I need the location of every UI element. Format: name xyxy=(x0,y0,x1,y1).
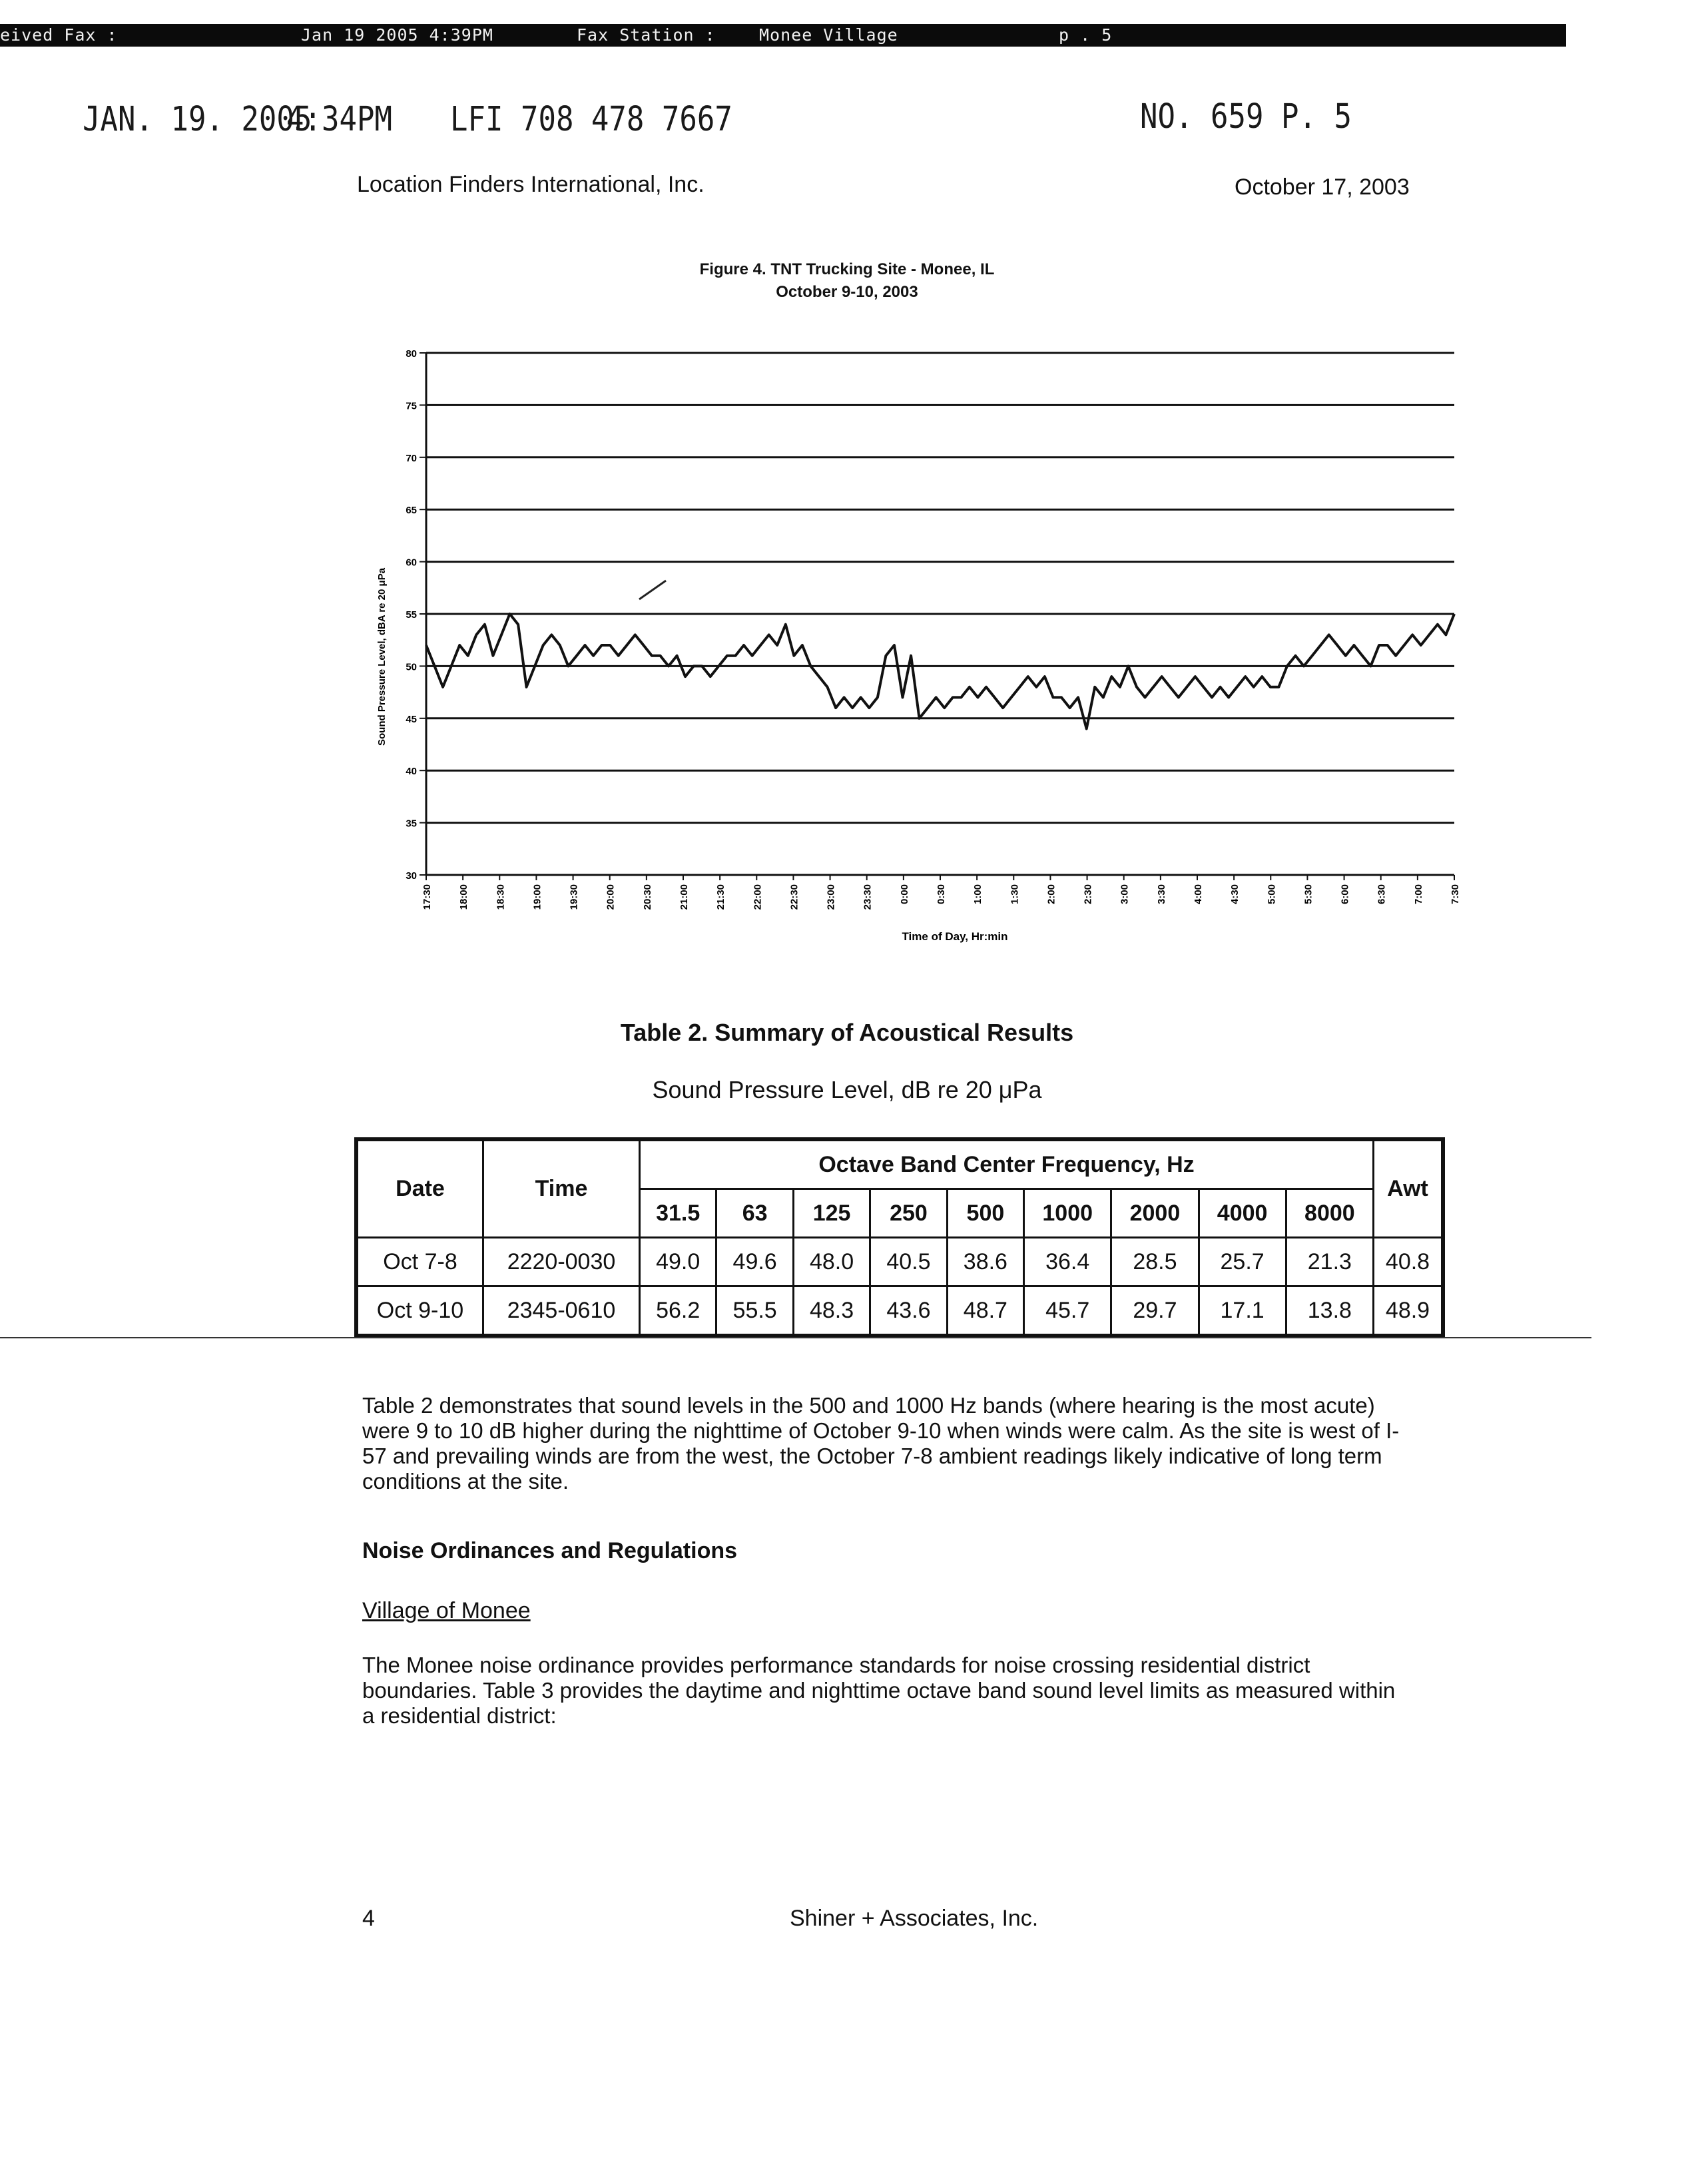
table-cell: 55.5 xyxy=(716,1286,793,1336)
band-header-4: 500 xyxy=(947,1189,1023,1238)
table-cell: 40.5 xyxy=(870,1238,947,1286)
series-line xyxy=(426,614,1454,729)
x-tick-label: 7:30 xyxy=(1450,884,1461,905)
x-tick-label: 6:30 xyxy=(1376,884,1388,905)
fax-received-label: eived Fax : xyxy=(0,25,118,45)
y-tick-label: 65 xyxy=(406,505,417,517)
table-cell: 2220-0030 xyxy=(483,1238,640,1286)
x-tick-label: 19:30 xyxy=(568,884,580,910)
band-header-2: 125 xyxy=(793,1189,870,1238)
fax-datetime: Jan 19 2005 4:39PM xyxy=(301,25,493,45)
company-name: Location Finders International, Inc. xyxy=(357,172,705,197)
band-header-1: 63 xyxy=(716,1189,793,1238)
pen-mark xyxy=(639,581,666,599)
table-cell: 29.7 xyxy=(1111,1286,1199,1336)
fax-page: p . 5 xyxy=(1059,25,1113,45)
x-tick-label: 4:00 xyxy=(1193,884,1204,905)
page-number: 4 xyxy=(362,1906,375,1931)
y-tick-label: 50 xyxy=(406,661,417,673)
header-octave-band: Octave Band Center Frequency, Hz xyxy=(640,1139,1374,1189)
sender-id: LFI 708 478 7667 xyxy=(450,100,732,139)
sound-level-chart xyxy=(0,0,1694,972)
x-tick-label: 19:00 xyxy=(531,884,543,910)
table-cell: 13.8 xyxy=(1286,1286,1373,1336)
figure-title-line1: Figure 4. TNT Trucking Site - Monee, IL xyxy=(699,260,995,278)
y-tick-label: 75 xyxy=(406,400,417,412)
table-cell: 2345-0610 xyxy=(483,1286,640,1336)
sender-date: JAN. 19. 2005 xyxy=(83,100,312,139)
results-table xyxy=(354,1137,1445,1338)
x-tick-label: 23:00 xyxy=(825,884,837,910)
table-cell: 49.6 xyxy=(716,1238,793,1286)
table-cell: 36.4 xyxy=(1024,1238,1111,1286)
x-tick-label: 5:30 xyxy=(1302,884,1314,905)
table-row xyxy=(356,1286,1443,1336)
x-tick-label: 22:30 xyxy=(788,884,800,910)
y-tick-label: 55 xyxy=(406,609,417,621)
table-row xyxy=(356,1238,1443,1286)
fax-station-label: Fax Station : xyxy=(577,25,716,45)
footer-firm: Shiner + Associates, Inc. xyxy=(790,1906,1039,1931)
header-date: Date xyxy=(356,1139,483,1238)
x-tick-label: 4:30 xyxy=(1229,884,1241,905)
page-rule xyxy=(0,1337,1591,1338)
x-tick-label: 22:00 xyxy=(752,884,764,910)
x-tick-label: 17:30 xyxy=(422,884,433,910)
figure-title-line2: October 9-10, 2003 xyxy=(776,283,918,301)
table-cell: 56.2 xyxy=(640,1286,716,1336)
x-tick-label: 0:30 xyxy=(936,884,947,905)
table-cell: 48.3 xyxy=(793,1286,870,1336)
table-cell: 43.6 xyxy=(870,1286,947,1336)
table-cell: 48.0 xyxy=(793,1238,870,1286)
x-tick-label: 6:00 xyxy=(1339,884,1351,905)
table-cell: 25.7 xyxy=(1199,1238,1286,1286)
fax-station: Monee Village xyxy=(759,25,898,45)
y-tick-label: 45 xyxy=(406,713,417,725)
table-cell: 38.6 xyxy=(947,1238,1023,1286)
x-tick-label: 21:30 xyxy=(715,884,727,910)
x-tick-label: 7:00 xyxy=(1412,884,1424,905)
band-header-7: 4000 xyxy=(1199,1189,1286,1238)
y-tick-labels xyxy=(406,348,417,882)
table-cell: 21.3 xyxy=(1286,1238,1373,1286)
x-tick-label: 2:30 xyxy=(1082,884,1094,905)
x-tick-label: 1:00 xyxy=(972,884,984,905)
x-axis-label: Time of Day, Hr:min xyxy=(902,930,1008,943)
band-header-8: 8000 xyxy=(1286,1189,1373,1238)
band-header-6: 2000 xyxy=(1111,1189,1199,1238)
table-title: Table 2. Summary of Acoustical Results xyxy=(620,1019,1074,1046)
band-header-3: 250 xyxy=(870,1189,947,1238)
table-cell: Oct 9-10 xyxy=(356,1286,483,1336)
x-tick-label: 18:30 xyxy=(495,884,507,910)
y-tick-label: 70 xyxy=(406,452,417,464)
x-tick-label: 21:00 xyxy=(679,884,690,910)
header-awt: Awt xyxy=(1374,1139,1444,1238)
x-tick-label: 0:00 xyxy=(898,884,910,905)
table-cell: 17.1 xyxy=(1199,1286,1286,1336)
header-time: Time xyxy=(483,1139,640,1238)
band-header-0: 31.5 xyxy=(640,1189,716,1238)
paragraph-results: Table 2 demonstrates that sound levels in the 500 and 1000 Hz bands (where hearing is the most acute) were 9 to 10 dB higher during the nighttime of October 9-10 when winds were calm. As the site is west of I-57 and prevailing winds are from the west, the October 7-8 ambient readings likely indicative of long term conditions at the site. xyxy=(362,1393,1400,1494)
document-date: October 17, 2003 xyxy=(1235,174,1410,200)
x-tick-label: 18:00 xyxy=(458,884,470,910)
x-tick-label: 3:00 xyxy=(1119,884,1131,905)
section-heading: Noise Ordinances and Regulations xyxy=(362,1538,738,1563)
sender-time: 4:34PM xyxy=(286,100,392,139)
x-tick-label: 20:30 xyxy=(641,884,653,910)
table-cell: 48.7 xyxy=(947,1286,1023,1336)
chart-grid xyxy=(420,353,1454,875)
y-tick-label: 35 xyxy=(406,818,417,830)
x-tick-label: 23:30 xyxy=(862,884,874,910)
x-tick-label: 1:30 xyxy=(1009,884,1021,905)
table-cell: 45.7 xyxy=(1024,1286,1111,1336)
subsection-heading: Village of Monee xyxy=(362,1598,531,1623)
y-axis-label: Sound Pressure Level, dBA re 20 μPa xyxy=(376,567,388,746)
table-cell: Oct 7-8 xyxy=(356,1238,483,1286)
table-cell: 40.8 xyxy=(1374,1238,1444,1286)
table-cell: 48.9 xyxy=(1374,1286,1444,1336)
x-tick-label: 2:00 xyxy=(1045,884,1057,905)
x-tick-label: 20:00 xyxy=(605,884,617,910)
y-tick-label: 60 xyxy=(406,557,417,569)
table-subtitle: Sound Pressure Level, dB re 20 μPa xyxy=(652,1076,1042,1103)
table-cell: 49.0 xyxy=(640,1238,716,1286)
x-tick-label: 5:00 xyxy=(1266,884,1278,905)
y-tick-label: 80 xyxy=(406,348,417,360)
fax-number: NO. 659 xyxy=(1140,97,1264,136)
x-tick-label: 3:30 xyxy=(1155,884,1167,905)
y-tick-label: 40 xyxy=(406,766,417,778)
table-cell: 28.5 xyxy=(1111,1238,1199,1286)
band-header-5: 1000 xyxy=(1024,1189,1111,1238)
sender-page: P. 5 xyxy=(1281,97,1352,136)
y-tick-label: 30 xyxy=(406,870,417,882)
x-tick-labels xyxy=(422,875,1461,910)
paragraph-ordinance: The Monee noise ordinance provides performance standards for noise crossing residential district boundaries. Table 3 provides the daytime and nighttime octave band sound level limits as measured within a residential district: xyxy=(362,1653,1396,1728)
